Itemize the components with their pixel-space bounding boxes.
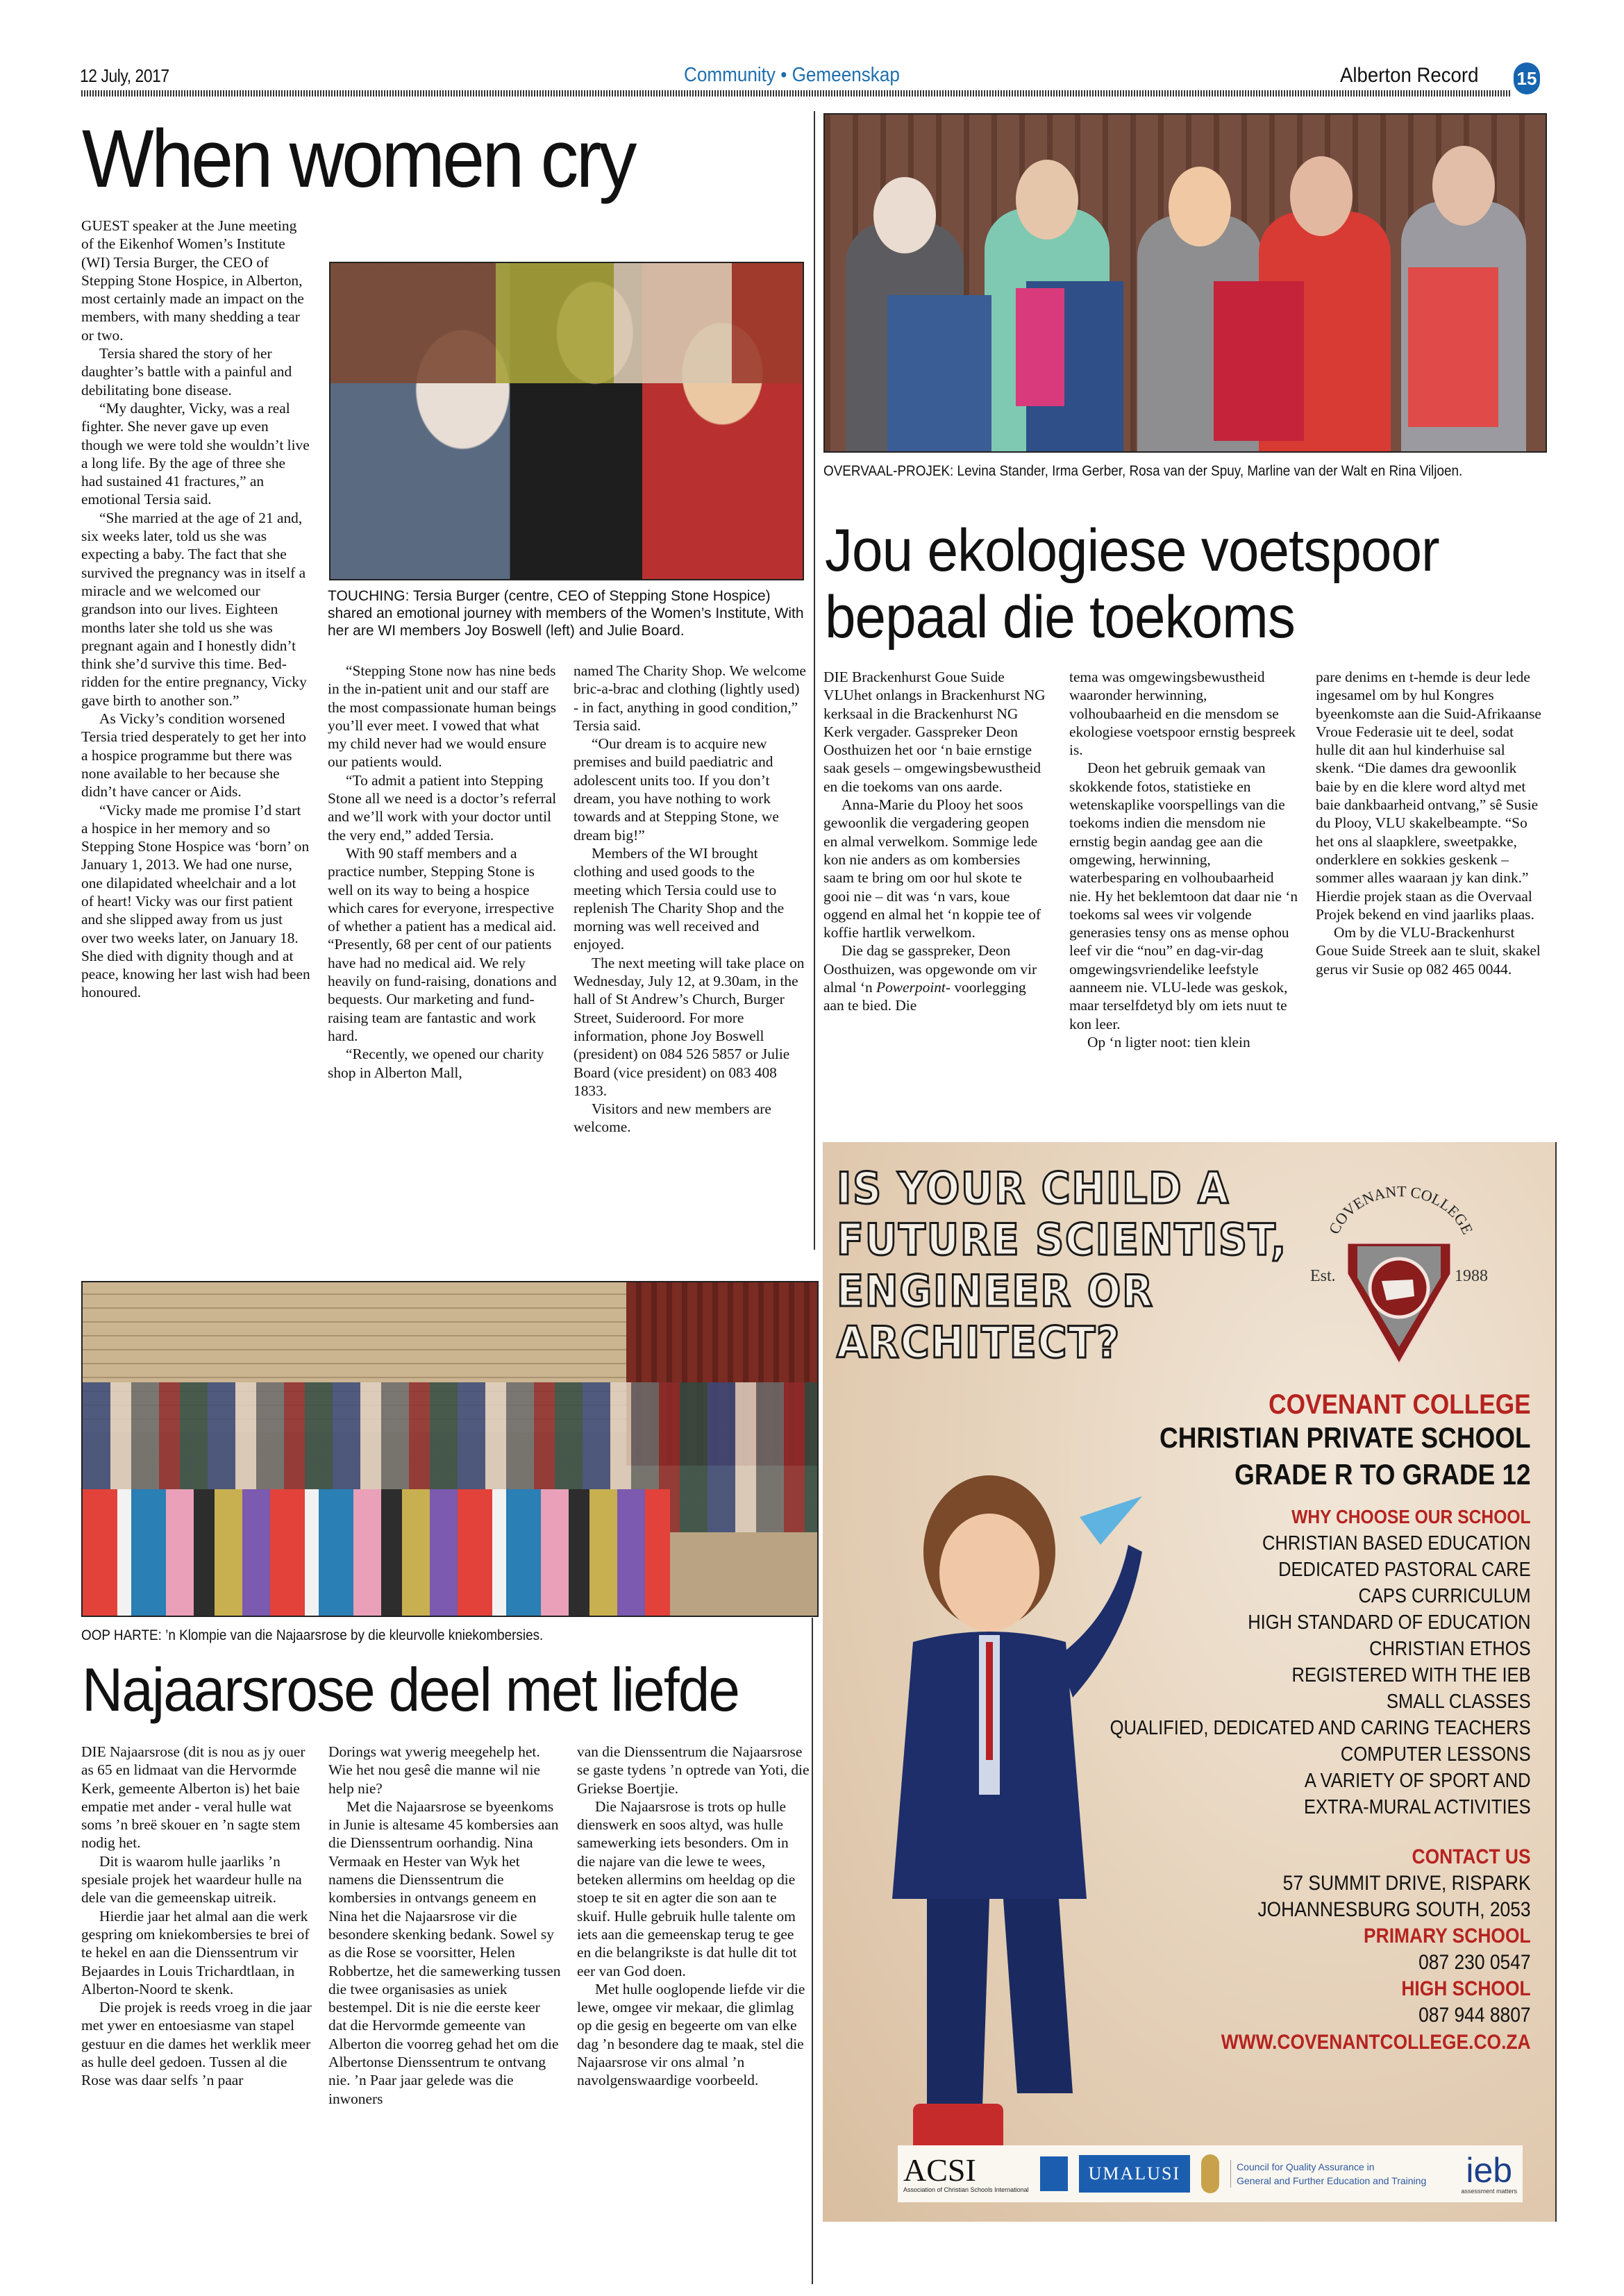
- paragraph: With 90 staff members and a practice number, Stepping Stone is well on its way to being a hospice which cares for everyone, irrespective of whether a patient has a medical aid. “Presently, 68 per cent of our patients have had no medical aid. We rely heavily on fund-raising, donations and bequests. Our marketing and fund-raising team are fantastic and work hard.: [328, 844, 557, 1044]
- reason-item: QUALIFIED, DEDICATED AND CARING TEACHERS: [1110, 1717, 1531, 1739]
- why-choose-heading: WHY CHOOSE OUR SCHOOL: [1291, 1506, 1531, 1527]
- paragraph: Die projek is reeds vroeg in die jaar met ywer en entoesiasme van stapel gestuur en die dames het werklik meer as hulle deel gedoen. Tussen al die Rose was daar selfs ’n paar: [81, 1999, 312, 2089]
- crest-est-year: 1988: [1455, 1267, 1488, 1285]
- primary-school-label: PRIMARY SCHOOL: [1364, 1925, 1531, 1947]
- page-number-badge: 15: [1514, 62, 1540, 94]
- paragraph: “She married at the age of 21 and, six weeks later, told us she was expecting a baby. The fact that she survived the pregnancy was in itself a miracle and we welcomed our grandson into our lives. Eighteen months later she told us she was pregnant again and I honestly didn’t think she’d survive this time. Bed-ridden for the entire pregnancy, Vicky gave birth to another son.”: [81, 509, 307, 709]
- article2-photo: [823, 113, 1547, 453]
- held-shirt: [1408, 267, 1498, 427]
- issue-date: 12 July, 2017: [80, 65, 169, 86]
- school-name: COVENANT COLLEGE: [1269, 1389, 1531, 1420]
- reason-item: CHRISTIAN BASED EDUCATION: [1262, 1532, 1531, 1555]
- paragraph: [823, 941, 1046, 1014]
- article3-column-1: [81, 1743, 314, 2090]
- paragraph: “Stepping Stone now has nine beds in the in-patient unit and our staff are the most compassionate human beings you’ll ever meet. I vowed that what my child never had we would ensure our patients would.: [328, 662, 557, 771]
- paragraph: Met die Najaarsrose se byeenkoms in Junie is altesame 45 kombersies aan die Dienssentrum oorhandig. Nina Vermaak en Hester van Wyk het namens die Dienssentrum die kombersies in ontvangs geneem en Nina het die Najaarsrose vir die besondere skenking bedank. Sowel sy as die Rose se voorsitter, Helen Robbertze, het die samewerking tussen die twee organisasies as uniek bestempel. Dit is nie die eerste keer dat die Hervormde gemeente van Alberton die voorreg gehad het om die Albertonse Dienssentrum te ontvang nie. ’n Paar jaar gelede was die inwoners: [328, 1798, 561, 2107]
- paragraph: “To admit a patient into Stepping Stone all we need is a doctor’s referral and we’ll work with your doctor until the very end,” added Tersia.: [328, 771, 557, 844]
- reason-item: CAPS CURRICULUM: [1358, 1585, 1531, 1607]
- acsi-emblem-icon: [1040, 2156, 1068, 2191]
- paragraph: Members of the WI brought clothing and used goods to the meeting which Tersia could use to replenish The Charity Shop and the morning was well received and enjoyed.: [574, 844, 785, 953]
- covenant-college-advert: [823, 1142, 1557, 2222]
- paragraph: van die Dienssentrum die Najaarsrose se gaste tydens ’n optrede van Yoti, die Griekse Boertjie.: [577, 1743, 810, 1797]
- knitted-blankets: [83, 1489, 670, 1616]
- paragraph: GUEST speaker at the June meeting of the Eikenhof Women’s Institute (WI) Tersia Burger, the CEO of Stepping Stone Hospice, in Alberton, most certainly made an impact on the members, with many shedding a tear or two.: [81, 217, 304, 344]
- paragraph: “Vicky made me promise I’d start a hospice in her memory and so Stepping Stone Hospice was ‘born’ on January 1, 2013. We had one nurse, one dilapidated wheelchair and a lot of heart! Vicky was our first patient and she slipped away from us just over two weeks later, on January 18. She died with dignity though and at peace, knowing her last wish had been honoured.: [81, 801, 310, 1001]
- reason-item: SMALL CLASSES: [1387, 1691, 1531, 1713]
- italic-term: Powerpoint-: [876, 979, 951, 996]
- question-line: FUTURE SCIENTIST,: [837, 1214, 1288, 1265]
- school-type: CHRISTIAN PRIVATE SCHOOL: [1160, 1421, 1531, 1454]
- reason-item: EXTRA-MURAL ACTIVITIES: [1304, 1796, 1531, 1818]
- article1-headline: When women cry: [82, 113, 635, 205]
- website-link[interactable]: WWW.COVENANTCOLLEGE.CO.ZA: [1221, 2031, 1531, 2054]
- address-line-1: 57 SUMMIT DRIVE, RISPARK: [1283, 1872, 1531, 1895]
- reasons-list: [1110, 1530, 1531, 1820]
- paragraph: The next meeting will take place on Wednesday, July 12, at 9.30am, in the hall of St Andrew’s Church, Burger Street, Suideroord. For more information, phone Joy Boswell (president) on 084 526 5857 or Julie Board (vice president) on 083 408 1833.: [574, 954, 805, 1099]
- crest-arc-text: COVENANT COLLEGE: [1325, 1182, 1477, 1237]
- umalusi-logo: UMALUSI: [1079, 2155, 1190, 2193]
- paragraph: DIE Najaarsrose (dit is nou as jy ouer as 65 en lidmaat van die Hervormde Kerk, gemeente Alberton is) het baie empatie met ander - veral hulle wat soms ’n breë skouer en ’n sagte stem nodig het.: [81, 1743, 305, 1852]
- paragraph: Visitors and new members are welcome.: [574, 1100, 771, 1136]
- held-shirt: [1016, 288, 1064, 406]
- paragraph: Om by die VLU-Brackenhurst Goue Suide Streek aan te sluit, skakel gerus vir Susie op 082 465 0044.: [1316, 924, 1541, 978]
- article2-column-2: [1069, 668, 1298, 1051]
- paragraph: “My daughter, Vicky, was a real fighter. She never gave up even though we were told she wouldn’t live a long life. By the age of three she had sustained 41 fractures,” an emotional Tersia said.: [81, 399, 310, 508]
- advert-info-block: [1110, 1389, 1531, 2056]
- text-run: Die dag se gasspreker, Deon Oosthuizen, was opgewonde om vir almal ‘n: [823, 942, 1037, 996]
- article2-headline: Jou ekologiese voetspoor bepaal die toekoms: [825, 517, 1439, 651]
- held-jeans: [887, 295, 991, 451]
- person-head: [1432, 146, 1495, 226]
- reason-item: COMPUTER LESSONS: [1341, 1743, 1531, 1766]
- header-rule: [81, 90, 1511, 97]
- article1-column-2: [328, 662, 560, 1082]
- contact-heading: CONTACT US: [1412, 1845, 1531, 1868]
- address-line-2: JOHANNESBURG SOUTH, 2053: [1257, 1898, 1531, 1921]
- high-school-label: HIGH SCHOOL: [1401, 1977, 1531, 2000]
- acsi-wordmark: ACSI: [903, 2152, 976, 2188]
- paragraph: tema was omgewingsbewustheid waaronder herwinning, volhoubaarheid en die mensdom se ekologiese voetspoor ernstig bespreek is.: [1069, 669, 1296, 759]
- advert-question: [837, 1163, 1287, 1368]
- article1-column-1: [81, 217, 310, 1002]
- article1-column-3: [574, 662, 806, 1137]
- paragraph: named The Charity Shop. We welcome bric-a-brac and clothing (lightly used) - in fact, anything in good condition,” Tersia said.: [574, 662, 806, 734]
- person-head: [1169, 167, 1231, 246]
- article3-photo: [81, 1281, 819, 1617]
- svg-text:COVENANT COLLEGE: [1325, 1182, 1477, 1237]
- acsi-logo: [903, 2154, 1029, 2193]
- umalusi-council-text: [1230, 2160, 1426, 2188]
- article2-column-3: [1316, 668, 1545, 978]
- paragraph: Dorings wat ywerig meegehelp het. Wie het nou gesê die manne wil nie help nie?: [328, 1743, 541, 1797]
- article3-column-3: [577, 1743, 810, 2090]
- paragraph: As Vicky’s condition worsened Tersia tried desperately to get her into a hospice programme but there was none available to her because she didn’t have cancer or Aids.: [81, 710, 306, 801]
- paragraph: “Recently, we opened our charity shop in Alberton Mall,: [328, 1046, 544, 1081]
- ieb-logo: [1461, 2153, 1517, 2195]
- paragraph: Met hulle ooglopende liefde vir die lewe, omgee vir mekaar, die glimlag op die gesig en begeerte om van elke dag ’n besondere dag te maak, stel die Najaarsrose vir ons almal ’n navolgenswaardige voorbeeld.: [577, 1980, 805, 2089]
- paragraph: Anna-Marie du Plooy het soos gewoonlik die vergadering geopen en almal verwelkom. Sommige lede kon nie anders as om kombersies saam te bring om oor hul skote te gooi nie – dit was ‘n vars, koue oggend en almal het ‘n koppie tee of koffie hartlik verwelkom.: [823, 796, 1041, 941]
- paragraph: Op ‘n ligter noot: tien klein: [1087, 1033, 1250, 1050]
- primary-school-phone[interactable]: 087 230 0547: [1418, 1951, 1531, 1974]
- article1-photo-caption: TOUCHING: Tersia Burger (centre, CEO of Stepping Stone Hospice) shared an emotional journey with members of the Women’s Institute, With her are WI members Joy Boswell (left) and Julie Board.: [328, 588, 804, 639]
- photo-background: [330, 263, 803, 383]
- article3-column-2: [328, 1743, 561, 2108]
- column-divider: [812, 1618, 813, 2284]
- article2-photo-caption: OVERVAAL-PROJEK: Levina Stander, Irma Gerber, Rosa van der Spuy, Marline van der Walt en Rina Viljoen.: [823, 463, 1463, 479]
- question-line: IS YOUR CHILD A: [837, 1163, 1230, 1214]
- paragraph: Dit is waarom hulle jaarliks ’n spesiale projek het waardeur hulle na dele van die gemeenskap uitreik.: [81, 1852, 302, 1907]
- high-school-phone[interactable]: 087 944 8807: [1418, 2004, 1531, 2027]
- school-crest-logo: [1309, 1177, 1489, 1371]
- ieb-wordmark: ieb: [1466, 2151, 1513, 2190]
- paragraph: pare denims en t-hemde is deur lede ingesamel om by hul Kongres byeenkomste aan die Suid-Afrikaanse Vroue Federasie uit te deel, sodat hulle dit aan hul kinderhuise sal skenk. “Die dames dra gewoonlik baie by en die klere word altyd met baie dankbaarheid ontvang,” sê Susie du Plooy, VLU skakelbeampte. “So het ons al slaapklere, sweetpakke, onderklere en sokkies geskenk – sommer alles waaraan jy kan dink.” Hierdie projek staan as die Overvaal Projek bekend en vind jaarliks plaas.: [1316, 669, 1541, 923]
- paragraph: Deon het gebruik gemaak van skokkende fotos, statistieke en wetenskaplike voorspellings van die toekoms indien die mensdom nie ernstig begin aandag gee aan die omgewing, herwinning, waterbesparing en volhoubaarheid nie. Hy het beklemtoon dat daar nie ‘n toekoms sal wees vir volgende generasies tensy ons as mense ophou leef vir die “nou” en dag-vir-dag omgewingsvriendelike leefstyle aanneem nie. VLU-lede was geskok, maar terselfdetyd bly om iets nuut te kon leer.: [1069, 760, 1298, 1032]
- grade-range: GRADE R TO GRADE 12: [1234, 1458, 1531, 1491]
- article2-column-1: [823, 668, 1046, 1015]
- question-line: ARCHITECT?: [837, 1317, 1121, 1368]
- paragraph: DIE Brackenhurst Goue Suide VLUhet onlangs in Brackenhurst NG kerksaal in die Brackenhurst NG Kerk vergader. Gasspreker Deon Oosthuizen het oor ‘n baie ernstige saak gesels – omgewingsbewustheid en die toekoms van ons aarde.: [823, 669, 1046, 795]
- reason-item: CHRISTIAN ETHOS: [1369, 1638, 1531, 1660]
- council-line: Council for Quality Assurance in: [1237, 2161, 1375, 2172]
- person-head: [1016, 160, 1078, 240]
- person-head: [873, 177, 936, 253]
- council-line: General and Further Education and Training: [1237, 2175, 1427, 2186]
- paragraph: Hierdie jaar het almal aan die werk gespring om kniekombersies te brei of te hekel en aan die Dienssentrum vir Bejaardes in Louis Trichardtlaan, in Alberton-Noord te skenk.: [81, 1907, 310, 1997]
- text-run: voorlegging aan te bied. Die: [823, 979, 1026, 1014]
- ieb-tagline: assessment matters: [1461, 2188, 1517, 2195]
- accreditation-logos: [898, 2145, 1523, 2202]
- article3-photo-caption: OOP HARTE: ’n Klompie van die Najaarsrose by die kleurvolle kniekombersies.: [81, 1627, 544, 1643]
- acsi-subtitle: Association of Christian Schools International: [903, 2186, 1029, 2193]
- paragraph: Die Najaarsrose is trots op hulle dienswerk en soos altyd, was hulle samewerking iets besonders. Om in die najare van die lewe te wees, beteken allermins om heeldag op die stoep te sit en agter die son aan te skuif. Hulle gebruik hulle talente om iets aan die gemeenskap terug te gee en die belangrikste is dat hulle dit tot eer van God doen.: [577, 1798, 797, 1979]
- question-line: ENGINEER OR: [837, 1266, 1154, 1316]
- section-label: Community • Gemeenskap: [684, 64, 900, 86]
- paragraph: Tersia shared the story of her daughter’s battle with a painful and debilitating bone disease.: [81, 345, 292, 399]
- article1-photo: [329, 262, 804, 580]
- child-with-paper-plane-image: [851, 1468, 1142, 2188]
- person-head: [1290, 156, 1353, 236]
- newspaper-name: Alberton Record: [1340, 64, 1479, 87]
- coat-of-arms-icon: [1201, 2154, 1219, 2193]
- column-divider: [814, 111, 815, 1250]
- reason-item: DEDICATED PASTORAL CARE: [1278, 1559, 1531, 1581]
- reason-item: HIGH STANDARD OF EDUCATION: [1248, 1611, 1531, 1634]
- reason-item: REGISTERED WITH THE IEB: [1291, 1664, 1531, 1686]
- held-shirt: [1214, 281, 1304, 441]
- crest-est-label: Est.: [1310, 1267, 1336, 1285]
- paragraph: “Our dream is to acquire new premises and build paediatric and adolescent units too. If you don’t dream, you have nothing to work towards and at Stepping Stone, we dream big!”: [574, 735, 779, 844]
- article3-headline: Najaarsrose deel met liefde: [82, 1655, 739, 1724]
- reason-item: A VARIETY OF SPORT AND: [1305, 1770, 1531, 1792]
